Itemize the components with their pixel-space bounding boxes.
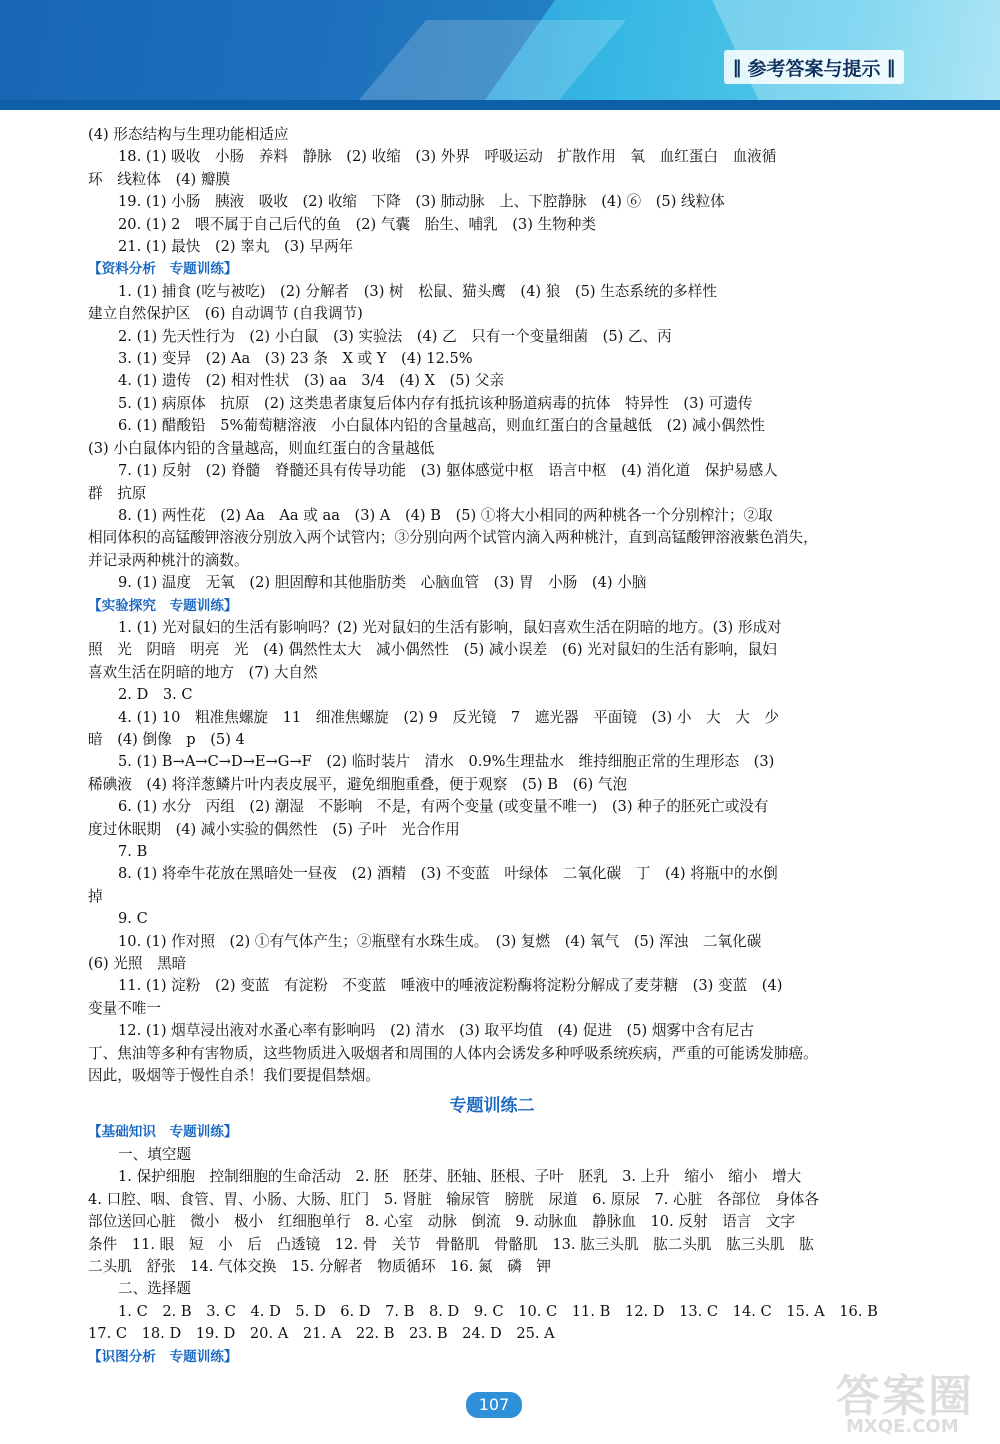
header-banner <box>0 0 1000 110</box>
page-number: 107 <box>466 1392 522 1418</box>
answer-line: 9. C <box>118 910 148 928</box>
answer-line: 19. (1) 小肠 胰液 吸收 (2) 收缩 下降 (3) 肺动脉 上、下腔静脉 (4) ⑥ (5) 线粒体 <box>118 193 725 211</box>
answer-line: (4) 形态结构与生理功能相适应 <box>88 126 289 143</box>
answer-line: (3) 小白鼠体内铅的含量越高，则血红蛋白的含量越低 <box>88 439 435 457</box>
answer-line: 7. B <box>118 843 148 860</box>
answer-line: 建立自然保护区 (6) 自动调节 (自我调节) <box>88 305 363 323</box>
answer-line: 喜欢生活在阴暗的地方 (7) 大自然 <box>88 663 318 681</box>
answer-line: 4. (1) 遗传 (2) 相对性状 (3) aa 3/4 (4) X (5) 父亲 <box>118 372 505 390</box>
answer-line: 6. (1) 醋酸铅 5%葡萄糖溶液 小白鼠体内铅的含量越高，则血红蛋白的含量越低 (2) 减小偶然性 <box>118 417 765 435</box>
answer-line: 12. (1) 烟草浸出液对水蚤心率有影响吗 (2) 清水 (3) 取平均值 (4) 促进 (5) 烟雾中含有尼古 <box>118 1022 754 1040</box>
answer-line: 部位送回心脏 微小 极小 红细胞单行 8. 心室 动脉 倒流 9. 动脉血 静脉血 10. 反射 语言 文字 <box>88 1213 796 1231</box>
section-tag <box>88 1346 896 1368</box>
answer-line: 1. 保护细胞 控制细胞的生命活动 2. 胚 胚芽、胚轴、胚根、子叶 胚乳 3. 上升 缩小 缩小 增大 <box>118 1168 802 1186</box>
tag-data-analysis: 【资料分析 专题训练】 <box>88 261 238 278</box>
section-tag <box>88 258 896 280</box>
answer-line: 1. (1) 捕食 (吃与被吃) (2) 分解者 (3) 树 松鼠、猫头鹰 (4) 狼 (5) 生态系统的多样性 <box>118 282 717 300</box>
answer-line: 3. (1) 变异 (2) Aa (3) 23 条 X 或 Y (4) 12.5% <box>118 350 473 368</box>
answer-line: 5. (1) 病原体 抗原 (2) 这类患者康复后体内存有抵抗该种肠道病毒的抗体 特异性 (3) 可遗传 <box>118 394 753 412</box>
answer-line: 1. C 2. B 3. C 4. D 5. D 6. D 7. B 8. D 9. C 10. C 11. B 12. D 13. C 14. C 15. A 16. B <box>118 1302 878 1320</box>
answer-line: 度过休眠期 (4) 减小实验的偶然性 (5) 子叶 光合作用 <box>88 820 460 838</box>
answer-line: 并记录两种桃汁的滴数。 <box>88 551 249 569</box>
tag-experiment: 【实验探究 专题训练】 <box>88 597 238 614</box>
banner-bottom-bar <box>0 100 1000 110</box>
answer-line: 4. (1) 10 粗准焦螺旋 11 细准焦螺旋 (2) 9 反光镜 7 遮光器 平面镜 (3) 小 大 大 少 <box>118 708 779 726</box>
watermark-text: 答案圈 <box>836 1371 974 1422</box>
subsection-heading: 二、选择题 <box>118 1280 191 1298</box>
section-tag <box>88 595 896 617</box>
answer-line: 17. C 18. D 19. D 20. A 21. A 22. B 23. B 24. D 25. A <box>88 1325 555 1343</box>
section-title: 专题训练二 <box>449 1096 535 1117</box>
subsection-heading: 一、填空题 <box>118 1145 191 1163</box>
answer-line: 丁、焦油等多种有害物质，这些物质进入吸烟者和周围的人体内会诱发多种呼吸系统疾病，严重的可能诱发肺癌。 <box>88 1044 818 1062</box>
answer-line: 5. (1) B→A→C→D→E→G→F (2) 临时装片 清水 0.9%生理盐水 维持细胞正常的生理形态 (3) <box>118 753 775 771</box>
answer-line: 掉 <box>88 887 103 905</box>
answer-line: 21. (1) 最快 (2) 睾丸 (3) 早两年 <box>118 238 354 256</box>
answer-line: 照 光 阴暗 明亮 光 (4) 偶然性太大 减小偶然性 (5) 减小误差 (6) 光对鼠妇的生活有影响，鼠妇 <box>88 641 777 659</box>
answer-line: 相同体积的高锰酸钾溶液分别放入两个试管内；③分别向两个试管内滴入两种桃汁，直到高锰酸钾溶液紫色消失， <box>88 529 818 547</box>
section-tag <box>88 1121 896 1143</box>
tag-diagram-analysis: 【识图分析 专题训练】 <box>88 1348 238 1365</box>
answer-line: 4. 口腔、咽、食管、胃、小肠、大肠、肛门 5. 肾脏 输尿管 膀胱 尿道 6. 原尿 7. 心脏 各部位 身体各 <box>88 1190 819 1208</box>
answer-line: 6. (1) 水分 丙组 (2) 潮湿 不影响 不是，有两个变量 (或变量不唯一) (3) 种子的胚死亡或没有 <box>118 798 769 816</box>
answer-line: 环 线粒体 (4) 瓣膜 <box>88 170 231 188</box>
header-title <box>724 50 904 84</box>
answer-line: 二头肌 舒张 14. 气体交换 15. 分解者 物质循环 16. 氮 磷 钾 <box>88 1257 551 1275</box>
answer-line: 9. (1) 温度 无氧 (2) 胆固醇和其他脂肪类 心脑血管 (3) 胃 小肠 (4) 小脑 <box>118 574 647 592</box>
tag-basic-knowledge: 【基础知识 专题训练】 <box>88 1124 238 1141</box>
answer-line: 2. D 3. C <box>118 686 193 704</box>
bar-marks-icon: ‖ <box>732 56 742 78</box>
answer-line: 1. (1) 光对鼠妇的生活有影响吗？(2) 光对鼠妇的生活有影响，鼠妇喜欢生活在阴暗的地方。(3) 形成对 <box>118 618 782 636</box>
answer-line: 条件 11. 眼 短 小 后 凸透镜 12. 骨 关节 骨骼肌 骨骼肌 13. 肱三头肌 肱二头肌 肱三头肌 肱 <box>88 1235 814 1253</box>
watermark-url: MXQE.COM <box>846 1416 959 1437</box>
answer-line: 8. (1) 两性花 (2) Aa Aa 或 aa (3) A (4) B (5) ①将大小相同的两种桃各一个分别榨汁；②取 <box>118 506 773 524</box>
watermark-logo <box>828 1360 998 1440</box>
answer-line: (6) 光照 黑暗 <box>88 955 187 973</box>
answer-line: 8. (1) 将牵牛花放在黑暗处一昼夜 (2) 酒精 (3) 不变蓝 叶绿体 二氧化碳 丁 (4) 将瓶中的水倒 <box>118 865 778 883</box>
answer-line: 20. (1) 2 喂不属于自己后代的鱼 (2) 气囊 胎生、哺乳 (3) 生物种类 <box>118 215 596 233</box>
answer-line: 7. (1) 反射 (2) 脊髓 脊髓还具有传导功能 (3) 躯体感觉中枢 语言中枢 (4) 消化道 保护易感人 <box>118 462 778 480</box>
header-title-text: 参考答案与提示 <box>747 57 881 80</box>
answer-line: 暗 (4) 倒像 p (5) 4 <box>88 730 245 748</box>
answer-line: 11. (1) 淀粉 (2) 变蓝 有淀粉 不变蓝 唾液中的唾液淀粉酶将淀粉分解成了麦芽糖 (3) 变蓝 (4) <box>118 977 783 995</box>
answer-content <box>88 124 896 1368</box>
answer-line: 群 抗原 <box>88 484 147 502</box>
answer-line: 因此，吸烟等于慢性自杀！我们要提倡禁烟。 <box>88 1067 380 1085</box>
answer-line: 18. (1) 吸收 小肠 养料 静脉 (2) 收缩 (3) 外界 呼吸运动 扩散作用 氧 血红蛋白 血液循 <box>118 148 777 166</box>
answer-line: 稀碘液 (4) 将洋葱鳞片叶内表皮展平，避免细胞重叠，便于观察 (5) B (6) 气泡 <box>88 775 628 793</box>
answer-line: 变量不唯一 <box>88 999 161 1017</box>
answer-line: 2. (1) 先天性行为 (2) 小白鼠 (3) 实验法 (4) 乙 只有一个变量细菌 (5) 乙、丙 <box>118 327 672 345</box>
bar-marks-icon: ‖ <box>886 56 896 78</box>
answer-line: 10. (1) 作对照 (2) ①有气体产生；②瓶壁有水珠生成。 (3) 复燃 (4) 氧气 (5) 浑浊 二氧化碳 <box>118 932 762 950</box>
